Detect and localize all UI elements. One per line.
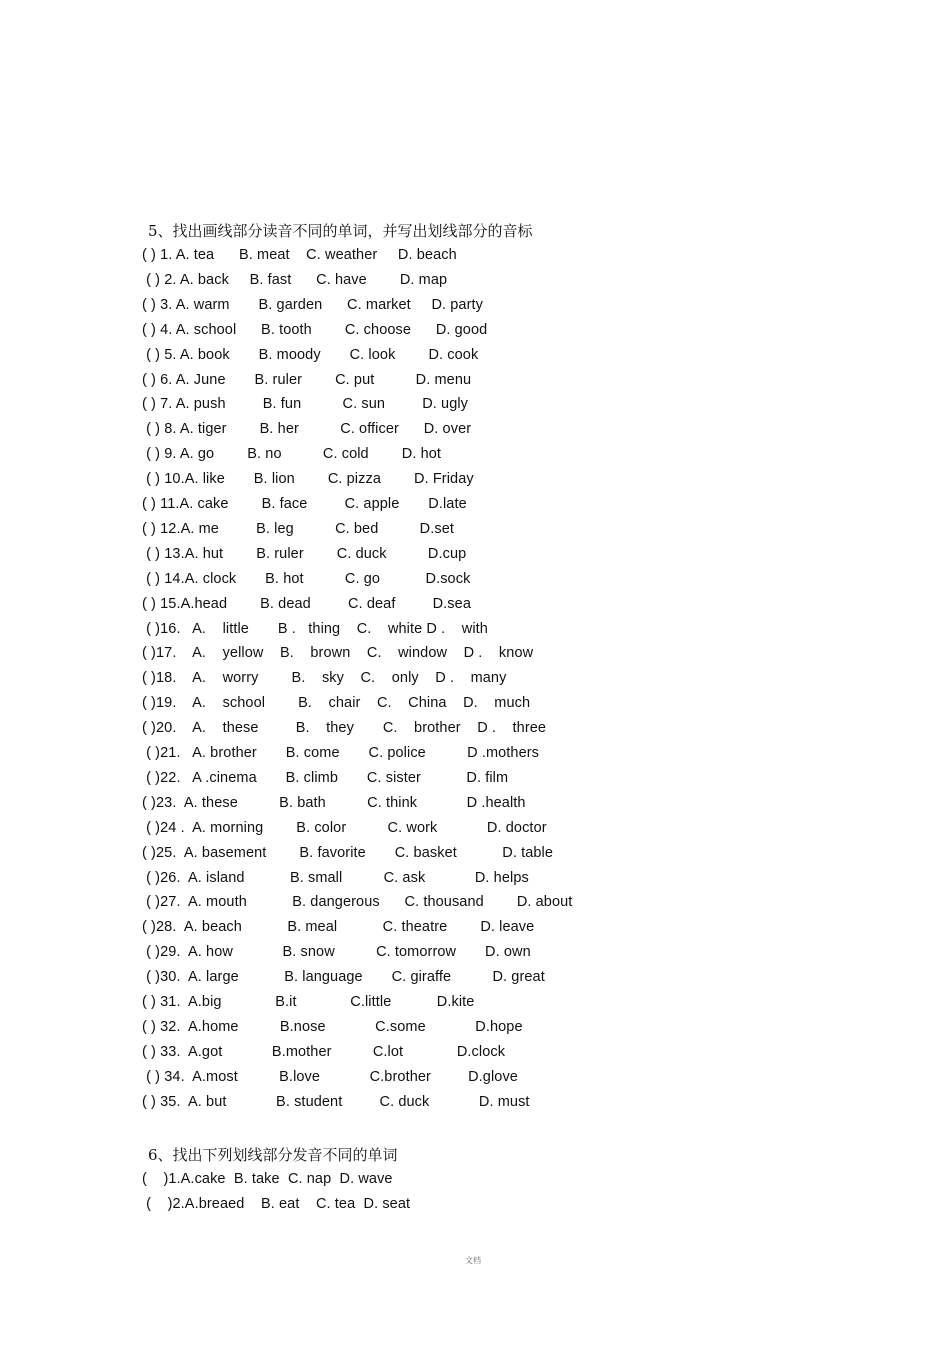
question-row: ( )19. A. school B. chair C. China D. much xyxy=(142,695,531,712)
question-row: ( ) 4. A. school B. tooth C. choose D. good xyxy=(142,321,488,338)
question-row: ( ) 10.A. like B. lion C. pizza D. Friday xyxy=(142,471,474,488)
question-row: ( )28. A. beach B. meal C. theatre D. leave xyxy=(142,919,535,936)
question-row: ( )16. A. little B . thing C. white D . with xyxy=(142,620,488,637)
question-row: ( )22. A .cinema B. climb C. sister D. film xyxy=(142,769,509,786)
question-row: ( ) 15.A.head B. dead C. deaf D.sea xyxy=(142,595,471,612)
question-row: ( ) 5. A. book B. moody C. look D. cook xyxy=(142,346,479,363)
question-row: ( ) 14.A. clock B. hot C. go D.sock xyxy=(142,570,471,587)
question-row: ( ) 7. A. push B. fun C. sun D. ugly xyxy=(142,396,469,413)
question-row: ( ) 2. A. back B. fast C. have D. map xyxy=(142,271,448,288)
section-6-heading: 6、找出下列划线部分发音不同的单词 xyxy=(148,1146,398,1164)
question-row: ( )25. A. basement B. favorite C. basket D. table xyxy=(142,844,554,861)
question-row: ( )23. A. these B. bath C. think D .health xyxy=(142,794,526,811)
question-row: ( ) 8. A. tiger B. her C. officer D. over xyxy=(142,421,472,438)
question-row: ( )20. A. these B. they C. brother D . three xyxy=(142,720,547,737)
question-row: ( )18. A. worry B. sky C. only D . many xyxy=(142,670,507,687)
question-row: ( ) 1. A. tea B. meat C. weather D. beach xyxy=(142,247,457,263)
question-row: ( ) 3. A. warm B. garden C. market D. party xyxy=(142,296,484,313)
question-row: ( ) 34. A.most B.love C.brother D.glove xyxy=(142,1068,518,1085)
question-row: ( )30. A. large B. language C. giraffe D. great xyxy=(142,969,545,986)
question-row: ( ) 31. A.big B.it C.little D.kite xyxy=(142,994,475,1010)
page-footer: 文档 xyxy=(465,1256,481,1265)
section-5-heading: 5、找出画线部分读音不同的单词，并写出划线部分的音标 xyxy=(148,222,533,240)
question-row: ( ) 9. A. go B. no C. cold D. hot xyxy=(142,446,442,463)
question-row: ( )2.A.breaed B. eat C. tea D. seat xyxy=(142,1196,411,1212)
question-row: ( )26. A. island B. small C. ask D. helps xyxy=(142,869,529,886)
question-row: ( ) 35. A. but B. student C. duck D. must xyxy=(142,1093,530,1110)
question-row: ( ) 32. A.home B.nose C.some D.hope xyxy=(142,1018,523,1035)
question-row: ( )27. A. mouth B. dangerous C. thousand D. about xyxy=(142,894,573,911)
question-row: ( )1.A.cake B. take C. nap D. wave xyxy=(142,1171,393,1187)
question-row: ( )17. A. yellow B. brown C. window D . know xyxy=(142,645,534,662)
question-row: ( ) 13.A. hut B. ruler C. duck D.cup xyxy=(142,545,467,562)
question-row: ( )29. A. how B. snow C. tomorrow D. own xyxy=(142,944,531,961)
question-row: ( ) 11.A. cake B. face C. apple D.late xyxy=(142,496,467,512)
question-row: ( )21. A. brother B. come C. police D .mothers xyxy=(142,745,540,761)
question-row: ( ) 6. A. June B. ruler C. put D. menu xyxy=(142,371,472,388)
question-row: ( ) 33. A.got B.mother C.lot D.clock xyxy=(142,1043,506,1060)
question-row: ( )24 . A. morning B. color C. work D. doctor xyxy=(142,819,547,836)
question-row: ( ) 12.A. me B. leg C. bed D.set xyxy=(142,520,455,537)
